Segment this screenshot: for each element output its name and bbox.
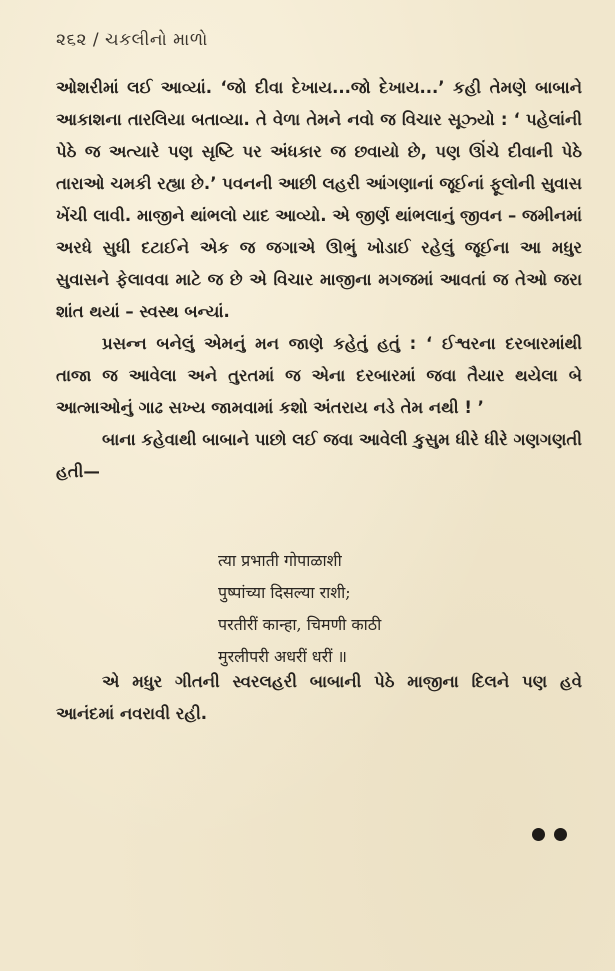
verse-line-1: त्या प्रभाती गोपाळाशी — [218, 551, 342, 570]
verse-block — [218, 545, 381, 673]
paragraph-3: બાના કહેવાથી બાબાને પાછો લઈ જવા આવેલી કુસુમ ધીરે ધીરે ગણગણતી હતી— — [56, 430, 582, 481]
verse-line-3: परतीरीं कान्हा, चिमणी काठी — [218, 615, 382, 634]
ornament-dot-icon — [532, 828, 545, 841]
ornament-dot-icon — [554, 828, 567, 841]
section-end-ornament — [532, 828, 567, 841]
paragraph-2: પ્રસન્ન બનેલું એમનું મન જાણે કહેતું હતું : ‘ ઈશ્વરના દરબારમાંથી તાજા જ આવેલા અને તુરતમાં જ એના દરબારમાં જવા તૈયાર થયેલા બે આત્માઓનું ગાઢ સખ્ય જામવામાં કશો અંતરાય નડે તેમ નથી ! ’ — [56, 334, 582, 417]
paragraph-4: એ મધુર ગીતની સ્વરલહરી બાબાની પેઠે માજીના દિલને પણ હવે આનંદમાં નવરાવી રહી. — [56, 672, 582, 723]
paragraph-1: ઓશરીમાં લઈ આવ્યાં. ‘જો દીવા દેખાય...જો દેખાય...’ કહી તેમણે બાબાને આકાશના તારલિયા બતાવ્યા. તે વેળા તેમને નવો જ વિચાર સૂઝ્યો : ‘ પહેલાંની પેઠે જ અત્યારે પણ સૃષ્ટિ પર અંધકાર જ છવાયો છે, પણ ઊંચે દીવાની પેઠે તારાઓ ચમકી રહ્યા છે.’ પવનની આછી લહરી આંગણાનાં જૂઈનાં ફૂલોની સુવાસ ખેંચી લાવી. માજીને થાંભલો યાદ આવ્યો. એ જીર્ણ થાંભલાનું જીવન – જમીનમાં અરધે સુધી દટાઈને એક જ જગાએ ઊભું ખોડાઈ રહેલું જૂઈના આ મધુર સુવાસને ફેલાવવા માટે જ છે એ વિચાર માજીના મગજમાં આવતાં જ તેઓ જરા શાંત થયાં – સ્વસ્થ બન્યાં. — [56, 78, 582, 321]
verse-line-4: मुरलीपरी अधरीं धरीं ॥ — [218, 647, 348, 666]
running-head: ૨૬૨ / ચકલીનો માળો — [56, 30, 208, 50]
verse-line-2: पुष्पांच्या दिसल्या राशी; — [218, 583, 351, 602]
body-text — [56, 72, 582, 488]
